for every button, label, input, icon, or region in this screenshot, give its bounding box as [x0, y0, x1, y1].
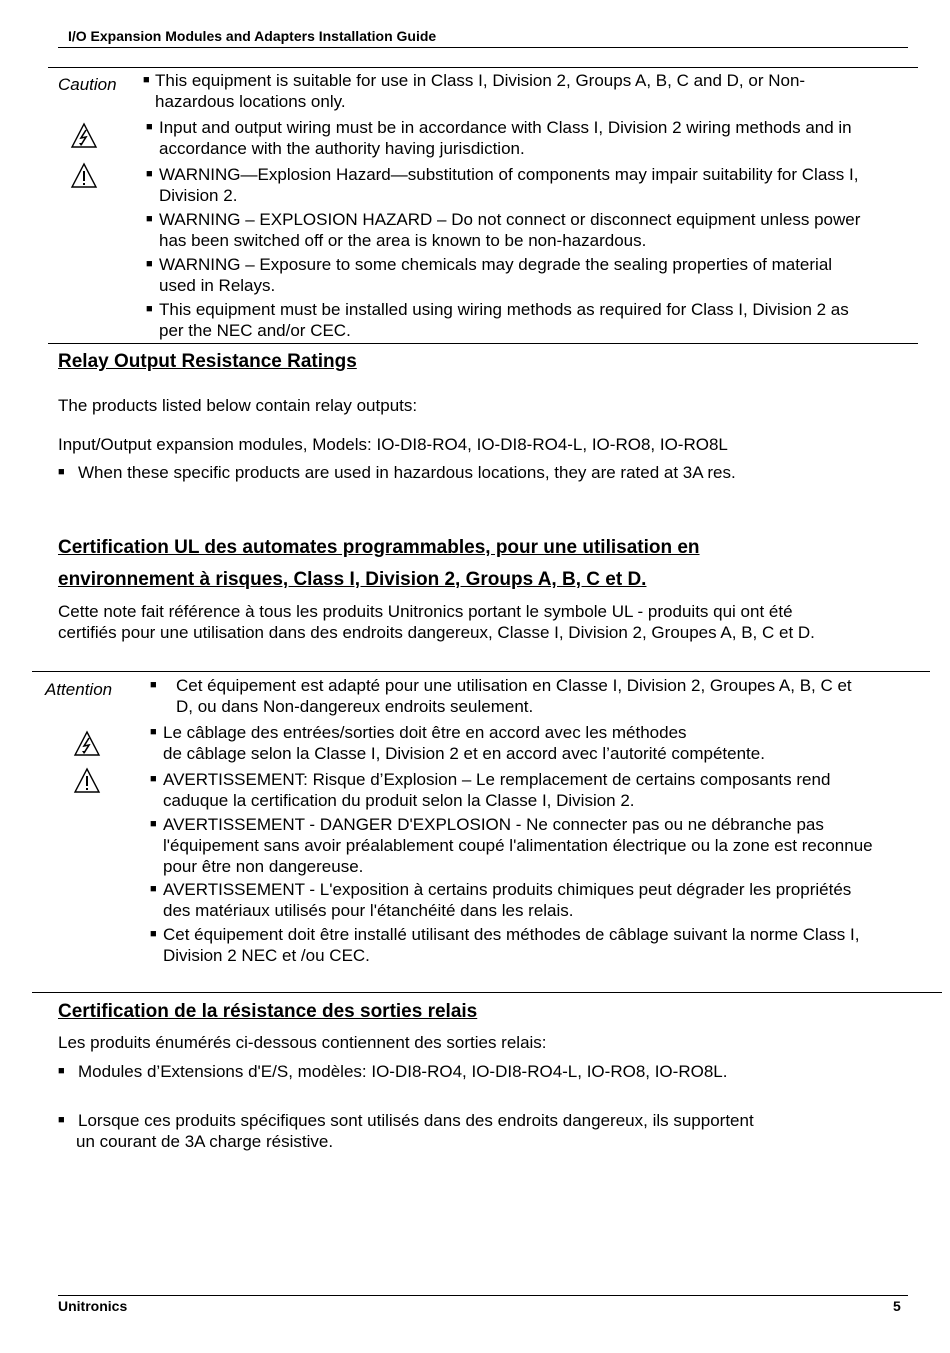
- attention-item-1: ■ Cet équipement est adapté pour une utilisation en Classe I, Division 2, Groupes A, B, C et D, ou dans Non-dangereux endroits seulement.: [150, 676, 852, 716]
- relay-fr-bullet-1: ■ Modules d’Extensions d'E/S, modèles: IO-DI8-RO4, IO-DI8-RO4-L, IO-RO8, IO-RO8L.: [58, 1062, 728, 1081]
- caution-bottom-rule: [48, 343, 918, 344]
- attention-item-5: ■ AVERTISSEMENT - L'exposition à certains produits chimiques peut dégrader les propriétés des matériaux utilisés pour l'étanchéité dans les relais.: [150, 880, 852, 920]
- electric-hazard-icon: [73, 730, 101, 758]
- caution-item-6: ■ This equipment must be installed using wiring methods as required for Class I, Division 2 as per the NEC and/or CEC.: [146, 300, 849, 340]
- caution-item-4: ■ WARNING – EXPLOSION HAZARD – Do not connect or disconnect equipment unless power has been switched off or the area is known to be non-hazardous.: [146, 210, 861, 250]
- document-header-title: I/O Expansion Modules and Adapters Installation Guide: [68, 28, 437, 44]
- relay-bullet: ■ When these specific products are used in hazardous locations, they are rated at 3A res.: [58, 463, 736, 482]
- relay-models: Input/Output expansion modules, Models: IO-DI8-RO4, IO-DI8-RO4-L, IO-RO8, IO-RO8L: [58, 435, 728, 454]
- attention-item-3: ■ AVERTISSEMENT: Risque d’Explosion – Le remplacement de certains composants rend caduque la certification du produit selon la Classe I, Division 2.: [150, 770, 831, 810]
- warning-icon: [70, 162, 98, 190]
- caution-item-5: ■ WARNING – Exposure to some chemicals may degrade the sealing properties of material used in Relays.: [146, 255, 833, 295]
- cert-fr-heading-line2: environnement à risques, Class I, Division 2, Groups A, B, C et D.: [58, 569, 647, 590]
- relay-fr-heading: Certification de la résistance des sorties relais: [58, 1001, 478, 1022]
- relay-intro: The products listed below contain relay outputs:: [58, 396, 418, 415]
- caution-item-2: ■ Input and output wiring must be in accordance with Class I, Division 2 wiring methods and in accordance with the authority having jurisdiction.: [146, 118, 852, 158]
- caution-item-1: ■ This equipment is suitable for use in Class I, Division 2, Groups A, B, C and D, or Non- hazardous locations only.: [143, 71, 806, 111]
- attention-item-6: ■ Cet équipement doit être installé utilisant des méthodes de câblage suivant la norme Class I, Division 2 NEC et /ou CEC.: [150, 925, 860, 965]
- attention-top-rule: [32, 671, 930, 672]
- relay-fr-bullet-2: ■ Lorsque ces produits spécifiques sont utilisés dans des endroits dangereux, ils supportent un courant de 3A charge résistive.: [58, 1111, 754, 1151]
- cert-fr-heading-line1: Certification UL des automates programmables, pour une utilisation en: [58, 537, 700, 558]
- footer-company: Unitronics: [58, 1298, 128, 1314]
- attention-item-2: ■ Le câblage des entrées/sorties doit être en accord avec les méthodes de câblage selon la Classe I, Division 2 et en accord avec l’autorité compétente.: [150, 723, 765, 763]
- attention-item-4: ■ AVERTISSEMENT - DANGER D'EXPLOSION - Ne connecter pas ou ne débranche pas l'équipement sans avoir préalablement coupé l'alimentation électrique ou la zone est reconnue pour être non dangereuse.: [150, 815, 873, 876]
- footer-rule: [58, 1295, 908, 1296]
- footer-page-number: 5: [893, 1298, 901, 1314]
- attention-label: Attention: [45, 680, 113, 699]
- header-rule: [58, 47, 908, 48]
- relay-fr-intro: Les produits énumérés ci-dessous contiennent des sorties relais:: [58, 1033, 547, 1052]
- caution-top-rule: [48, 67, 918, 68]
- electric-hazard-icon: [70, 122, 98, 150]
- attention-bottom-rule: [32, 992, 942, 993]
- cert-fr-para-line2: certifiés pour une utilisation dans des endroits dangereux, Classe I, Division 2, Groupes A, B, C et D.: [58, 623, 815, 642]
- warning-icon: [73, 767, 101, 795]
- cert-fr-para-line1: Cette note fait référence à tous les produits Unitronics portant le symbole UL - produits qui ont été: [58, 602, 793, 621]
- caution-item-3: ■ WARNING—Explosion Hazard—substitution of components may impair suitability for Class I, Division 2.: [146, 165, 859, 205]
- caution-label: Caution: [58, 75, 117, 94]
- relay-heading: Relay Output Resistance Ratings: [58, 351, 357, 372]
